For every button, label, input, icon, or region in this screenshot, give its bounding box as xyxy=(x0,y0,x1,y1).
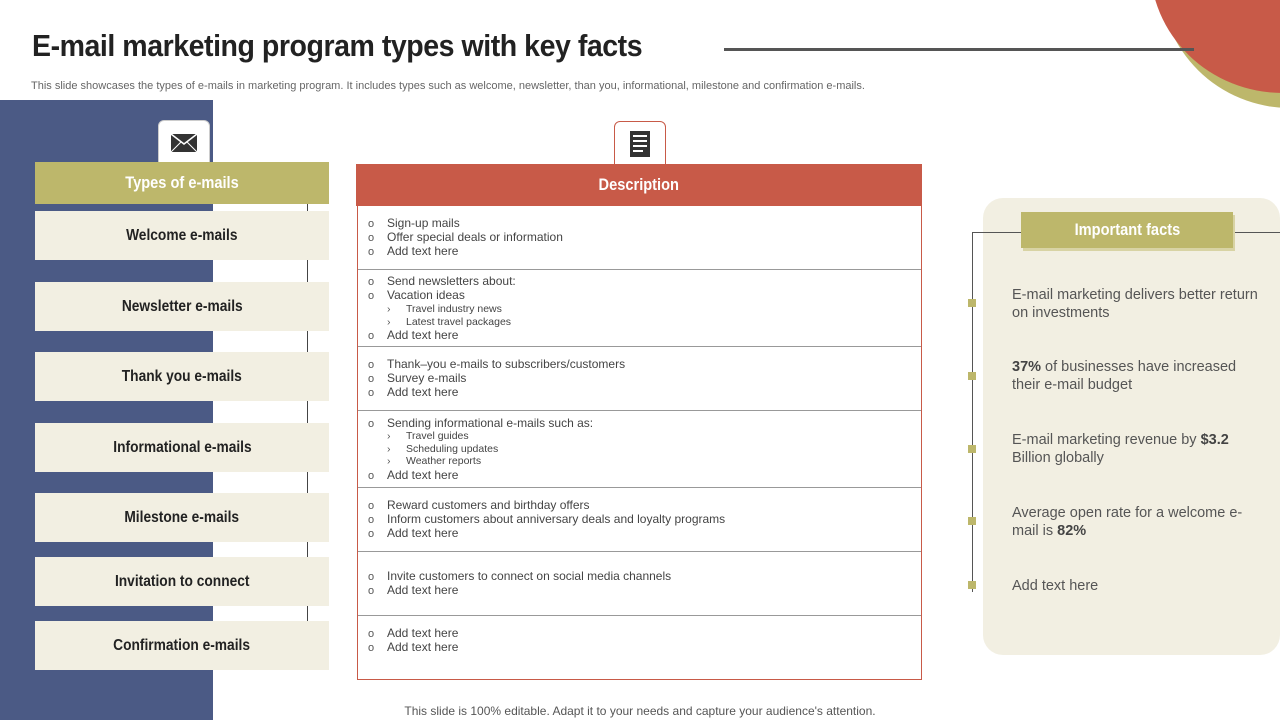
facts-connector-line xyxy=(972,232,973,592)
sub-bullet: › Travel industry news xyxy=(387,303,502,315)
fact-marker xyxy=(968,299,976,307)
footer-note: This slide is 100% editable. Adapt it to your needs and capture your audience's attention. xyxy=(404,704,876,718)
types-header: Types of e-mails xyxy=(35,162,329,204)
document-icon xyxy=(629,130,651,163)
page-title: E-mail marketing program types with key facts xyxy=(32,28,643,63)
description-row xyxy=(358,488,921,552)
sub-bullet: › Latest travel packages xyxy=(387,316,511,328)
fact-item: E-mail marketing delivers better return on investments xyxy=(1012,287,1258,321)
bullet: o Add text here xyxy=(368,640,458,654)
sub-bullet: › Scheduling updates xyxy=(387,443,498,455)
type-item-thank-you: Thank you e-mails xyxy=(35,352,329,401)
bullet: o Add text here xyxy=(368,244,458,258)
title-divider xyxy=(724,48,1194,51)
fact-item: E-mail marketing revenue by $3.2 Billion globally xyxy=(1012,432,1229,466)
type-item-newsletter: Newsletter e-mails xyxy=(35,282,329,331)
bullet: o Offer special deals or information xyxy=(368,230,563,244)
type-item-welcome: Welcome e-mails xyxy=(35,211,329,260)
bullet: o Add text here xyxy=(368,583,458,597)
sub-bullet: › Weather reports xyxy=(387,455,481,467)
fact-marker xyxy=(968,372,976,380)
bullet: o Sign-up mails xyxy=(368,216,460,230)
bullet: o Add text here xyxy=(368,385,458,399)
bullet: o Add text here xyxy=(368,526,458,540)
fact-item: 37% of businesses have increased their e-mail budget xyxy=(1012,359,1237,393)
type-item-milestone: Milestone e-mails xyxy=(35,493,329,542)
fact-marker xyxy=(968,517,976,525)
type-item-invitation: Invitation to connect xyxy=(35,557,329,606)
bullet: o Inform customers about anniversary deals and loyalty programs xyxy=(368,512,725,526)
bullet: o Vacation ideas xyxy=(368,288,465,302)
envelope-icon xyxy=(170,133,198,158)
facts-connector-top-right xyxy=(1234,232,1280,233)
bullet: o Send newsletters about: xyxy=(368,274,516,288)
fact-marker xyxy=(968,581,976,589)
description-header: Description xyxy=(356,164,922,206)
description-row xyxy=(358,552,921,616)
bullet: o Add text here xyxy=(368,626,458,640)
bullet: o Add text here xyxy=(368,328,458,342)
bullet: o Survey e-mails xyxy=(368,371,466,385)
bullet: o Invite customers to connect on social media channels xyxy=(368,569,671,583)
description-table xyxy=(357,206,922,680)
description-row xyxy=(358,616,921,680)
bullet: o Thank–you e-mails to subscribers/customers xyxy=(368,357,625,371)
description-row xyxy=(358,347,921,411)
description-row xyxy=(358,270,921,347)
fact-item: Add text here xyxy=(1012,578,1099,594)
page-subtitle: This slide showcases the types of e-mails in marketing program. It includes types such as welcome, newsletter, than you, informational, milestone and confirmation e-mails. xyxy=(31,80,865,92)
type-item-confirmation: Confirmation e-mails xyxy=(35,621,329,670)
bullet: o Reward customers and birthday offers xyxy=(368,498,590,512)
bullet: o Add text here xyxy=(368,468,458,482)
bullet: o Sending informational e-mails such as: xyxy=(368,416,593,430)
sub-bullet: › Travel guides xyxy=(387,430,469,442)
type-item-informational: Informational e-mails xyxy=(35,423,329,472)
facts-header: Important facts xyxy=(1021,212,1233,248)
description-row xyxy=(358,411,921,488)
fact-item: Average open rate for a welcome e-mail is 82% xyxy=(1012,505,1243,539)
description-row xyxy=(358,206,921,270)
facts-connector-top xyxy=(972,232,1022,233)
fact-marker xyxy=(968,445,976,453)
